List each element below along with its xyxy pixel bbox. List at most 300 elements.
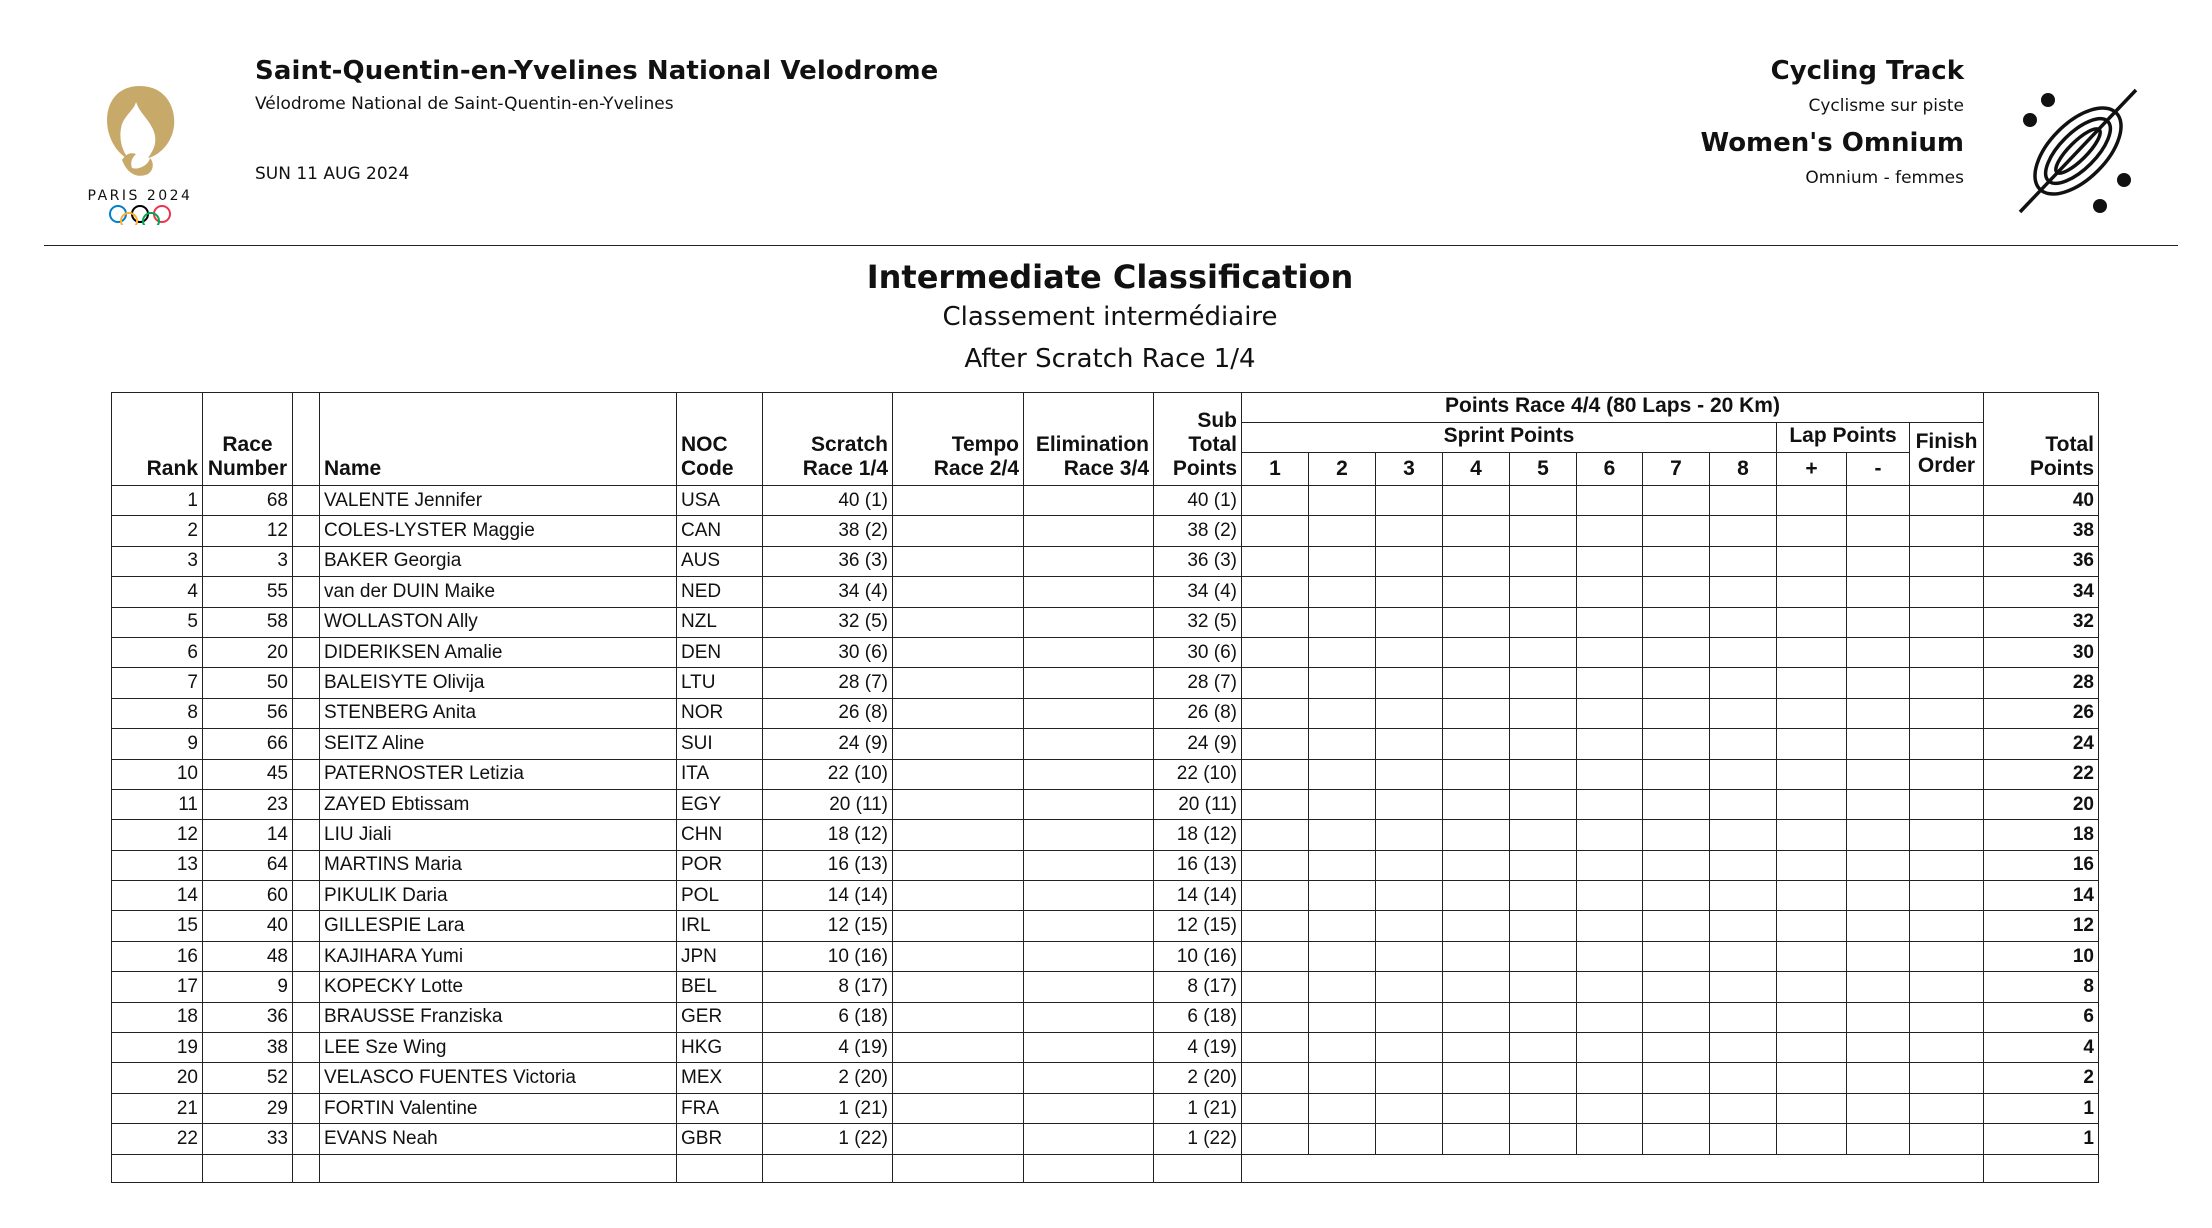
cell-tempo — [893, 516, 1024, 546]
cell-noc: DEN — [677, 637, 763, 667]
cell-total-points: 2 — [1984, 1063, 2099, 1093]
cell-sprint-5 — [1510, 941, 1577, 971]
cell-total-points: 36 — [1984, 546, 2099, 576]
cell-name: MARTINS Maria — [320, 850, 677, 880]
col-lap-plus: + — [1777, 453, 1847, 486]
table-row — [112, 668, 2099, 698]
cell-total-points: 16 — [1984, 850, 2099, 880]
cell-lap-plus — [1777, 911, 1847, 941]
cell-noc: MEX — [677, 1063, 763, 1093]
table-row — [112, 820, 2099, 850]
cell-sprint-3 — [1376, 881, 1443, 911]
cell-race-number: 14 — [203, 820, 293, 850]
cell-finish-order — [1910, 637, 1984, 667]
cell-sprint-6 — [1577, 607, 1643, 637]
cell-noc: HKG — [677, 1033, 763, 1063]
cell-sprint-7 — [1643, 789, 1710, 819]
cell-sprint-8 — [1710, 637, 1777, 667]
cell-sub-total: 30 (6) — [1154, 637, 1242, 667]
cell-sprint-2 — [1309, 972, 1376, 1002]
cell-sprint-7 — [1643, 637, 1710, 667]
cell-sprint-5 — [1510, 516, 1577, 546]
cell-lap-minus — [1847, 911, 1910, 941]
table-row — [112, 516, 2099, 546]
cell-tempo — [893, 1002, 1024, 1032]
cell-sprint-2 — [1309, 911, 1376, 941]
table-row — [112, 729, 2099, 759]
cell-finish-order — [1910, 668, 1984, 698]
cell-elimination — [1024, 516, 1154, 546]
col-noc — [677, 393, 763, 486]
cell-sub-total: 10 (16) — [1154, 941, 1242, 971]
cell-lap-plus — [1777, 516, 1847, 546]
cell-elimination — [1024, 607, 1154, 637]
cell-noc: BEL — [677, 972, 763, 1002]
cell-sprint-7 — [1643, 1033, 1710, 1063]
cell-sprint-3 — [1376, 972, 1443, 1002]
cell-sprint-3 — [1376, 789, 1443, 819]
cell-sprint-4 — [1443, 1093, 1510, 1123]
cell-sprint-1 — [1242, 972, 1309, 1002]
cell-elimination — [1024, 1002, 1154, 1032]
cell-elimination — [1024, 941, 1154, 971]
cell-total-points: 40 — [1984, 486, 2099, 516]
cell-name: KAJIHARA Yumi — [320, 941, 677, 971]
cell-scratch: 36 (3) — [763, 546, 893, 576]
cell-sprint-4 — [1443, 607, 1510, 637]
cell-sprint-3 — [1376, 850, 1443, 880]
cell-scratch: 22 (10) — [763, 759, 893, 789]
sport-title: Cycling Track — [1770, 56, 1964, 86]
col-sub-points-label: Points — [1172, 457, 1237, 480]
cell-scratch: 2 (20) — [763, 1063, 893, 1093]
cell-finish-order — [1910, 729, 1984, 759]
cell-tempo — [893, 1033, 1024, 1063]
cell-race-number: 3 — [203, 546, 293, 576]
cell-lap-plus — [1777, 668, 1847, 698]
cell-noc: JPN — [677, 941, 763, 971]
cell-race-number: 12 — [203, 516, 293, 546]
cell-tempo — [893, 546, 1024, 576]
cell-tempo — [893, 941, 1024, 971]
cell-tempo — [893, 850, 1024, 880]
cell-rank: 9 — [112, 729, 203, 759]
table-row — [112, 607, 2099, 637]
cell-sprint-6 — [1577, 911, 1643, 941]
cell-sprint-4 — [1443, 637, 1510, 667]
cell-race-number: 9 — [203, 972, 293, 1002]
col-sprint-points — [1242, 423, 1777, 453]
table-row — [112, 1033, 2099, 1063]
cell-sprint-1 — [1242, 759, 1309, 789]
cell-total-points: 8 — [1984, 972, 2099, 1002]
cell-lap-minus — [1847, 637, 1910, 667]
cell-name: ZAYED Ebtissam — [320, 789, 677, 819]
cell-sub-total: 26 (8) — [1154, 698, 1242, 728]
cell-finish-order — [1910, 820, 1984, 850]
cell-sub-total: 20 (11) — [1154, 789, 1242, 819]
cell-sprint-3 — [1376, 1093, 1443, 1123]
cell-sprint-2 — [1309, 546, 1376, 576]
cell-sprint-7 — [1643, 759, 1710, 789]
cell-sprint-3 — [1376, 698, 1443, 728]
cell-sub-total: 34 (4) — [1154, 577, 1242, 607]
cell-empty — [677, 1154, 763, 1182]
cell-spacer — [293, 1063, 320, 1093]
event-title: Women's Omnium — [1700, 128, 1964, 158]
cell-lap-minus — [1847, 941, 1910, 971]
cell-name: van der DUIN Maike — [320, 577, 677, 607]
games-logo-text: PARIS 2024 — [87, 188, 193, 204]
col-scratch-race-label: Race 1/4 — [802, 457, 888, 480]
cell-sprint-4 — [1443, 941, 1510, 971]
cell-finish-order — [1910, 1033, 1984, 1063]
cell-sprint-7 — [1643, 972, 1710, 1002]
cell-race-number: 36 — [203, 1002, 293, 1032]
cell-spacer — [293, 850, 320, 880]
cell-sprint-3 — [1376, 1063, 1443, 1093]
cell-scratch: 1 (21) — [763, 1093, 893, 1123]
cell-lap-minus — [1847, 546, 1910, 576]
cell-tempo — [893, 972, 1024, 1002]
cell-race-number: 60 — [203, 881, 293, 911]
cell-sprint-2 — [1309, 607, 1376, 637]
cell-sprint-7 — [1643, 820, 1710, 850]
cell-noc: NOR — [677, 698, 763, 728]
cell-finish-order — [1910, 911, 1984, 941]
cell-sprint-1 — [1242, 820, 1309, 850]
cell-sprint-6 — [1577, 668, 1643, 698]
cell-sprint-6 — [1577, 546, 1643, 576]
cell-sprint-1 — [1242, 1063, 1309, 1093]
cell-lap-minus — [1847, 516, 1910, 546]
cell-sprint-2 — [1309, 698, 1376, 728]
cell-sub-total: 36 (3) — [1154, 546, 1242, 576]
cell-sprint-7 — [1643, 941, 1710, 971]
cell-sprint-2 — [1309, 729, 1376, 759]
cell-lap-minus — [1847, 881, 1910, 911]
cell-name: BALEISYTE Olivija — [320, 668, 677, 698]
cell-lap-plus — [1777, 1063, 1847, 1093]
cell-sprint-6 — [1577, 759, 1643, 789]
cell-sprint-5 — [1510, 881, 1577, 911]
cell-rank: 3 — [112, 546, 203, 576]
cell-sprint-2 — [1309, 486, 1376, 516]
cell-name: FORTIN Valentine — [320, 1093, 677, 1123]
cell-race-number: 48 — [203, 941, 293, 971]
cell-empty — [112, 1154, 203, 1182]
cell-sprint-7 — [1643, 607, 1710, 637]
document-header — [0, 0, 2212, 250]
cell-sprint-6 — [1577, 881, 1643, 911]
cell-sub-total: 1 (21) — [1154, 1093, 1242, 1123]
cell-lap-plus — [1777, 1002, 1847, 1032]
cell-scratch: 32 (5) — [763, 607, 893, 637]
cell-sprint-6 — [1577, 637, 1643, 667]
cell-sprint-4 — [1443, 1063, 1510, 1093]
cell-finish-order — [1910, 941, 1984, 971]
cell-finish-order — [1910, 759, 1984, 789]
cell-tempo — [893, 698, 1024, 728]
cell-spacer — [293, 729, 320, 759]
cell-empty — [203, 1154, 293, 1182]
col-elim-label: Elimination — [1035, 433, 1149, 456]
table-row — [112, 486, 2099, 516]
cell-sprint-7 — [1643, 1124, 1710, 1154]
event-block — [1700, 56, 1964, 188]
cell-spacer — [293, 1033, 320, 1063]
cell-name: WOLLASTON Ally — [320, 607, 677, 637]
cell-noc: CAN — [677, 516, 763, 546]
col-sprint-5: 5 — [1510, 453, 1577, 486]
cell-elimination — [1024, 789, 1154, 819]
cell-sprint-5 — [1510, 577, 1577, 607]
col-total-points-label: Points — [2029, 457, 2094, 480]
cell-sprint-3 — [1376, 820, 1443, 850]
cell-name: KOPECKY Lotte — [320, 972, 677, 1002]
col-sprint-7: 7 — [1643, 453, 1710, 486]
cell-sprint-1 — [1242, 881, 1309, 911]
cell-total-points: 20 — [1984, 789, 2099, 819]
cell-finish-order — [1910, 546, 1984, 576]
cell-sprint-5 — [1510, 729, 1577, 759]
cell-sub-total: 6 (18) — [1154, 1002, 1242, 1032]
cell-noc: NZL — [677, 607, 763, 637]
sport-subtitle: Cyclisme sur piste — [1808, 96, 1964, 116]
cell-lap-minus — [1847, 607, 1910, 637]
cell-name: BAKER Georgia — [320, 546, 677, 576]
olympic-rings-icon — [110, 206, 170, 225]
cell-sprint-8 — [1710, 577, 1777, 607]
col-sprint-3: 3 — [1376, 453, 1443, 486]
cell-sprint-6 — [1577, 698, 1643, 728]
cell-sprint-2 — [1309, 881, 1376, 911]
cell-sprint-8 — [1710, 698, 1777, 728]
cell-finish-order — [1910, 516, 1984, 546]
cell-elimination — [1024, 546, 1154, 576]
cell-sprint-8 — [1710, 1063, 1777, 1093]
cell-sprint-5 — [1510, 850, 1577, 880]
cell-lap-minus — [1847, 820, 1910, 850]
col-lap-label: Lap Points — [1789, 424, 1897, 447]
cell-sprint-8 — [1710, 972, 1777, 1002]
classification-table — [111, 392, 2099, 1183]
cell-name: VALENTE Jennifer — [320, 486, 677, 516]
cell-sprint-6 — [1577, 486, 1643, 516]
cell-lap-minus — [1847, 668, 1910, 698]
cell-spacer — [293, 637, 320, 667]
cell-elimination — [1024, 486, 1154, 516]
cell-sprint-5 — [1510, 911, 1577, 941]
cell-sprint-4 — [1443, 911, 1510, 941]
cell-sprint-5 — [1510, 1002, 1577, 1032]
cell-tempo — [893, 729, 1024, 759]
cell-sprint-6 — [1577, 820, 1643, 850]
cell-lap-plus — [1777, 759, 1847, 789]
cell-total-points: 32 — [1984, 607, 2099, 637]
cell-noc: AUS — [677, 546, 763, 576]
paris-2024-logo — [78, 80, 203, 225]
col-race-label: Race — [222, 433, 273, 456]
cell-scratch: 18 (12) — [763, 820, 893, 850]
cell-sub-total: 38 (2) — [1154, 516, 1242, 546]
cell-rank: 18 — [112, 1002, 203, 1032]
table-row — [112, 1063, 2099, 1093]
cell-lap-plus — [1777, 607, 1847, 637]
cell-sprint-6 — [1577, 850, 1643, 880]
cell-spacer — [293, 698, 320, 728]
cell-sprint-4 — [1443, 789, 1510, 819]
cell-sprint-4 — [1443, 1124, 1510, 1154]
cell-sprint-3 — [1376, 486, 1443, 516]
cell-sprint-8 — [1710, 607, 1777, 637]
col-sprint-1: 1 — [1242, 453, 1309, 486]
cell-sprint-1 — [1242, 486, 1309, 516]
cell-spacer — [293, 911, 320, 941]
table-row — [112, 546, 2099, 576]
col-name-label: Name — [324, 457, 382, 480]
cell-lap-plus — [1777, 698, 1847, 728]
cell-rank: 17 — [112, 972, 203, 1002]
cell-spacer — [293, 1124, 320, 1154]
cell-finish-order — [1910, 577, 1984, 607]
cell-sprint-5 — [1510, 972, 1577, 1002]
cell-sprint-8 — [1710, 881, 1777, 911]
col-finish-label: Finish — [1915, 430, 1978, 453]
cell-noc: IRL — [677, 911, 763, 941]
cell-total-points: 38 — [1984, 516, 2099, 546]
cell-sprint-8 — [1710, 759, 1777, 789]
cell-rank: 11 — [112, 789, 203, 819]
cell-sprint-1 — [1242, 729, 1309, 759]
cell-sprint-1 — [1242, 546, 1309, 576]
cell-sprint-5 — [1510, 486, 1577, 516]
cell-sub-total: 4 (19) — [1154, 1033, 1242, 1063]
cell-sprint-7 — [1643, 1093, 1710, 1123]
table-row — [112, 637, 2099, 667]
cell-noc: POR — [677, 850, 763, 880]
table-body — [112, 486, 2099, 1183]
cell-sub-total: 22 (10) — [1154, 759, 1242, 789]
cell-sub-total: 40 (1) — [1154, 486, 1242, 516]
cell-spacer — [293, 546, 320, 576]
cell-total-points: 22 — [1984, 759, 2099, 789]
cell-sprint-4 — [1443, 729, 1510, 759]
cell-sprint-6 — [1577, 1063, 1643, 1093]
col-code-label: Code — [681, 457, 734, 480]
cell-elimination — [1024, 1033, 1154, 1063]
cell-spacer — [293, 1093, 320, 1123]
cell-sprint-2 — [1309, 1124, 1376, 1154]
cell-sprint-8 — [1710, 486, 1777, 516]
cell-name: EVANS Neah — [320, 1124, 677, 1154]
cell-sprint-3 — [1376, 668, 1443, 698]
cell-sprint-8 — [1710, 1124, 1777, 1154]
cell-rank: 13 — [112, 850, 203, 880]
cell-race-number: 20 — [203, 637, 293, 667]
cell-empty — [293, 1154, 320, 1182]
cell-scratch: 26 (8) — [763, 698, 893, 728]
col-noc-label: NOC — [681, 433, 728, 456]
cell-sprint-1 — [1242, 607, 1309, 637]
cell-finish-order — [1910, 1002, 1984, 1032]
cell-lap-minus — [1847, 486, 1910, 516]
cell-total-points: 10 — [1984, 941, 2099, 971]
col-lap-points — [1777, 423, 1910, 453]
cell-finish-order — [1910, 789, 1984, 819]
cell-total-points: 24 — [1984, 729, 2099, 759]
cell-sprint-8 — [1710, 1002, 1777, 1032]
table-row — [112, 911, 2099, 941]
cell-elimination — [1024, 850, 1154, 880]
cell-name: LEE Sze Wing — [320, 1033, 677, 1063]
cell-sprint-4 — [1443, 1033, 1510, 1063]
cell-sprint-8 — [1710, 911, 1777, 941]
cell-scratch: 16 (13) — [763, 850, 893, 880]
cell-spacer — [293, 516, 320, 546]
cell-rank: 20 — [112, 1063, 203, 1093]
cell-spacer — [293, 941, 320, 971]
cell-lap-minus — [1847, 1002, 1910, 1032]
cell-lap-plus — [1777, 850, 1847, 880]
cell-lap-minus — [1847, 1093, 1910, 1123]
cell-sprint-2 — [1309, 1033, 1376, 1063]
cell-sprint-3 — [1376, 577, 1443, 607]
cell-spacer — [293, 972, 320, 1002]
col-points-race-label: Points Race 4/4 (80 Laps - 20 Km) — [1445, 394, 1780, 417]
cell-sprint-7 — [1643, 911, 1710, 941]
cell-noc: EGY — [677, 789, 763, 819]
cell-spacer — [293, 881, 320, 911]
cell-sprint-5 — [1510, 1033, 1577, 1063]
cell-race-number: 64 — [203, 850, 293, 880]
cell-empty — [320, 1154, 677, 1182]
cell-empty — [1154, 1154, 1242, 1182]
cell-noc: USA — [677, 486, 763, 516]
cell-race-number: 52 — [203, 1063, 293, 1093]
cell-total-points: 34 — [1984, 577, 2099, 607]
cell-scratch: 12 (15) — [763, 911, 893, 941]
cell-spacer — [293, 668, 320, 698]
cell-tempo — [893, 820, 1024, 850]
cell-scratch: 1 (22) — [763, 1124, 893, 1154]
cell-tempo — [893, 759, 1024, 789]
cell-noc: LTU — [677, 668, 763, 698]
cell-total-points: 6 — [1984, 1002, 2099, 1032]
cell-sub-total: 1 (22) — [1154, 1124, 1242, 1154]
report-title: Intermediate Classification — [866, 258, 1354, 296]
cell-empty — [1024, 1154, 1154, 1182]
cell-sprint-8 — [1710, 941, 1777, 971]
cell-tempo — [893, 668, 1024, 698]
cell-sprint-2 — [1309, 820, 1376, 850]
cell-elimination — [1024, 1063, 1154, 1093]
cell-lap-plus — [1777, 789, 1847, 819]
flame-face-icon — [107, 86, 174, 176]
cell-race-number: 68 — [203, 486, 293, 516]
cell-lap-plus — [1777, 881, 1847, 911]
table-row — [112, 881, 2099, 911]
cell-name: STENBERG Anita — [320, 698, 677, 728]
cell-rank: 8 — [112, 698, 203, 728]
cycling-track-pictogram-icon — [2012, 80, 2144, 222]
cell-sprint-7 — [1643, 577, 1710, 607]
cell-sprint-2 — [1309, 516, 1376, 546]
cell-sprint-4 — [1443, 820, 1510, 850]
cell-lap-plus — [1777, 1124, 1847, 1154]
cell-sprint-8 — [1710, 516, 1777, 546]
cell-lap-minus — [1847, 698, 1910, 728]
